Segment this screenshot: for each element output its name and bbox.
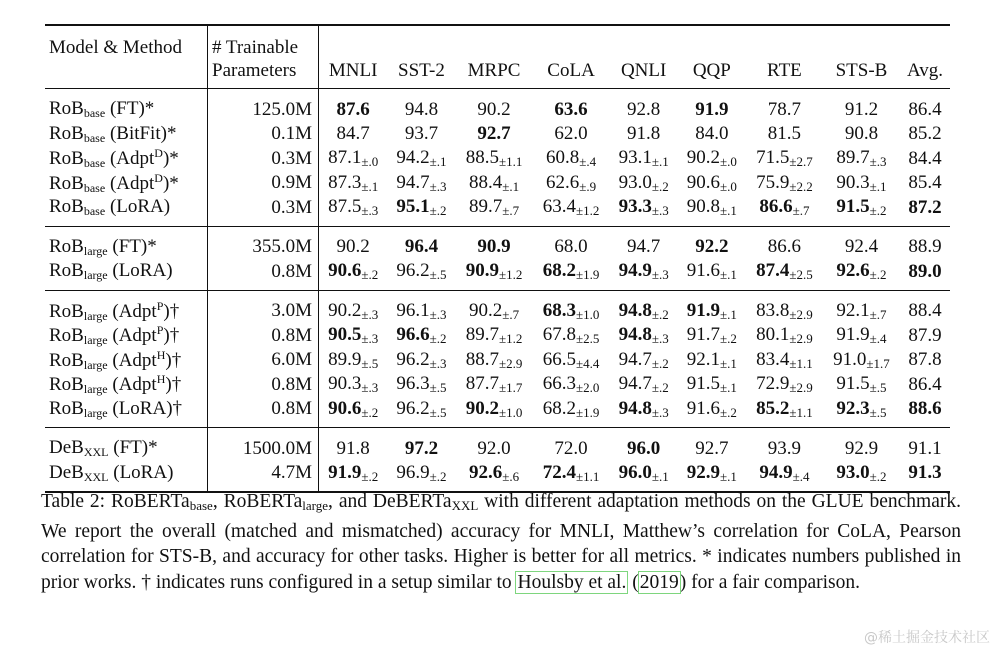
model-method-cell: RoB$_{base}$ (FT)* xyxy=(49,98,155,121)
header-mnli: MNLI xyxy=(319,58,388,89)
header-avg: Avg. xyxy=(900,58,950,89)
score-cell: 91.1 xyxy=(908,437,942,459)
score-cell: 89.0 xyxy=(900,259,950,290)
group-roberta-base xyxy=(45,89,950,227)
score-cell: 93.0±.2 xyxy=(618,171,669,194)
score-cell: 87.4±2.5 xyxy=(746,259,823,290)
score-cell: 87.6 xyxy=(319,89,388,122)
score-cell: 85.2±1.1 xyxy=(746,397,823,428)
table-row xyxy=(45,397,950,428)
table-row xyxy=(45,146,950,171)
score-cell: 94.9±.4 xyxy=(746,461,823,493)
params-cell: 6.0M xyxy=(208,348,319,373)
score-cell: 96.1±.3 xyxy=(396,299,447,322)
score-cell: 92.9 xyxy=(844,437,879,459)
score-cell: 72.4±1.1 xyxy=(533,461,610,493)
score-cell: 85.2 xyxy=(908,123,942,145)
score-cell: 96.9±.2 xyxy=(387,461,455,493)
score-cell: 62.6±.9 xyxy=(545,171,597,194)
score-cell: 90.3±.1 xyxy=(836,171,887,194)
score-cell: 91.5±.5 xyxy=(836,373,887,396)
score-cell: 94.8 xyxy=(404,98,439,120)
score-cell: 89.7±1.2 xyxy=(465,324,523,347)
score-cell: 90.2 xyxy=(319,226,388,259)
params-cell: 0.9M xyxy=(208,171,319,196)
score-cell: 95.1±.2 xyxy=(387,195,455,226)
score-cell: 92.2 xyxy=(695,236,729,258)
score-cell: 84.7 xyxy=(319,122,388,147)
model-method-cell: RoB$_{base}$ (Adpt$^D$)* xyxy=(49,146,179,171)
table-row xyxy=(45,226,950,259)
score-cell: 94.8±.3 xyxy=(610,397,678,428)
score-cell: 96.3±.5 xyxy=(396,373,447,396)
score-cell: 91.5±.2 xyxy=(823,195,900,226)
score-cell: 94.7±.3 xyxy=(396,171,447,194)
score-cell: 87.3±.1 xyxy=(319,171,388,196)
score-cell: 94.8±.2 xyxy=(618,299,669,322)
score-cell: 88.9 xyxy=(908,236,942,258)
score-cell: 66.5±4.4 xyxy=(542,348,600,371)
score-cell: 68.2±1.9 xyxy=(533,259,610,290)
score-cell: 90.2±1.0 xyxy=(456,397,533,428)
header-sst2: SST-2 xyxy=(387,58,455,89)
table-row xyxy=(45,259,950,290)
group-deberta-xxl xyxy=(45,428,950,493)
model-method-cell: RoB$_{large}$ (Adpt$^P$)† xyxy=(49,298,180,323)
score-cell: 87.5±.3 xyxy=(319,195,388,226)
citation-link-year[interactable]: 2019 xyxy=(639,571,679,593)
score-cell: 91.9±.1 xyxy=(686,299,737,322)
table-row xyxy=(45,171,950,196)
score-cell: 92.4 xyxy=(844,236,879,258)
score-cell: 68.0 xyxy=(554,236,588,258)
score-cell: 91.9±.4 xyxy=(836,324,887,347)
params-cell: 0.3M xyxy=(208,195,319,226)
score-cell: 89.9±.5 xyxy=(319,348,388,373)
params-cell: 355.0M xyxy=(208,226,319,259)
table-row xyxy=(45,122,950,147)
model-method-cell: RoB$_{base}$ (LoRA) xyxy=(45,195,208,226)
score-cell: 85.4 xyxy=(908,172,942,194)
score-cell: 87.8 xyxy=(908,349,942,371)
table-caption: Table 2: RoBERTa$_{base}$, RoBERTa$_{large}$, and DeBERTa$_{XXL}$ with different adaptation methods on the GLUE benchmark. We report the overall (matched and mismatched) accuracy for MNLI, Matthew’s correlation for CoLA, Pearson correlation for STS-B, and accuracy for other tasks. Higher is better for all metrics. * indicates numbers published in prior works. † indicates runs configured in a setup similar to Houlsby et al. (2019) for a fair comparison. xyxy=(41,491,961,593)
score-cell: 86.6±.7 xyxy=(746,195,823,226)
score-cell: 91.6±.1 xyxy=(678,259,746,290)
params-cell: 0.8M xyxy=(208,372,319,397)
score-cell: 97.2 xyxy=(404,437,439,459)
score-cell: 92.3±.5 xyxy=(823,397,900,428)
score-cell: 84.4 xyxy=(908,147,942,169)
score-cell: 87.1±.0 xyxy=(319,146,388,171)
table-row xyxy=(45,428,950,461)
score-cell: 91.2 xyxy=(844,98,879,120)
params-cell: 3.0M xyxy=(208,290,319,323)
score-cell: 91.8 xyxy=(319,428,388,461)
score-cell: 92.1±.7 xyxy=(836,299,887,322)
header-params-line2: Parameters xyxy=(208,58,319,89)
score-cell: 92.7 xyxy=(695,437,729,459)
header-stsb: STS-B xyxy=(823,58,900,89)
score-cell: 90.6±.2 xyxy=(319,259,388,290)
header-model-method: Model & Method xyxy=(45,25,208,58)
score-cell: 92.9±.1 xyxy=(678,461,746,493)
header-cola: CoLA xyxy=(533,58,610,89)
header-mrpc: MRPC xyxy=(456,58,533,89)
score-cell: 88.6 xyxy=(900,397,950,428)
score-cell: 94.7±.2 xyxy=(618,348,669,371)
score-cell: 81.5 xyxy=(767,123,802,145)
score-cell: 90.8±.1 xyxy=(678,195,746,226)
score-cell: 88.4 xyxy=(908,300,942,322)
table-row xyxy=(45,195,950,226)
model-method-cell: RoB$_{large}$ (Adpt$^H$)† xyxy=(49,372,182,397)
score-cell: 87.7±1.7 xyxy=(465,373,523,396)
score-cell: 83.8±2.9 xyxy=(756,299,813,322)
params-cell: 0.8M xyxy=(208,259,319,290)
score-cell: 92.7 xyxy=(477,123,511,145)
score-cell: 93.1±.1 xyxy=(618,147,669,170)
score-cell: 92.0 xyxy=(477,437,511,459)
score-cell: 93.7 xyxy=(404,123,439,145)
score-cell: 86.4 xyxy=(908,98,942,120)
model-method-cell: RoB$_{base}$ (Adpt$^D$)* xyxy=(49,170,179,195)
score-cell: 84.0 xyxy=(695,123,729,145)
score-cell: 89.7±.7 xyxy=(456,195,533,226)
score-cell: 94.2±.1 xyxy=(396,147,447,170)
score-cell: 96.0±.1 xyxy=(610,461,678,493)
score-cell: 91.7±.2 xyxy=(686,324,737,347)
group-roberta-large-adapters xyxy=(45,290,950,428)
score-cell: 94.7±.2 xyxy=(618,373,669,396)
score-cell: 87.9 xyxy=(908,324,942,346)
score-cell: 66.3±2.0 xyxy=(542,373,600,396)
header-rte: RTE xyxy=(746,58,823,89)
score-cell: 91.0±1.7 xyxy=(833,348,890,371)
score-cell: 96.2±.5 xyxy=(387,259,455,290)
results-table xyxy=(45,24,950,493)
model-method-cell: DeB$_{XXL}$ (LoRA) xyxy=(45,461,208,493)
model-method-cell: DeB$_{XXL}$ (FT)* xyxy=(49,437,158,460)
score-cell: 96.4 xyxy=(404,236,439,258)
score-cell: 96.6±.2 xyxy=(396,324,447,347)
score-cell: 86.6 xyxy=(767,236,802,258)
header-qqp: QQP xyxy=(678,58,746,89)
score-cell: 92.6±.2 xyxy=(823,259,900,290)
table-row xyxy=(45,372,950,397)
score-cell: 68.2±1.9 xyxy=(533,397,610,428)
score-cell: 91.3 xyxy=(900,461,950,493)
score-cell: 94.8±.3 xyxy=(618,324,669,347)
score-cell: 92.8 xyxy=(627,98,661,120)
table-row xyxy=(45,348,950,373)
score-cell: 93.3±.3 xyxy=(610,195,678,226)
header-qnli: QNLI xyxy=(610,58,678,89)
params-cell: 4.7M xyxy=(208,461,319,493)
score-cell: 91.9 xyxy=(695,98,729,120)
score-cell: 91.8 xyxy=(627,123,661,145)
score-cell: 67.8±2.5 xyxy=(542,324,600,347)
score-cell: 90.8 xyxy=(844,123,879,145)
score-cell: 72.0 xyxy=(554,437,588,459)
params-cell: 0.8M xyxy=(208,323,319,348)
score-cell: 93.0±.2 xyxy=(823,461,900,493)
score-cell: 90.9 xyxy=(477,236,511,258)
score-cell: 90.6±.2 xyxy=(319,397,388,428)
table-row xyxy=(45,89,950,122)
score-cell: 63.6 xyxy=(554,98,588,120)
score-cell: 86.4 xyxy=(908,373,942,395)
score-cell: 90.5±.3 xyxy=(319,323,388,348)
score-cell: 80.1±2.9 xyxy=(756,324,813,347)
score-cell: 90.3±.3 xyxy=(319,372,388,397)
citation-link-authors[interactable]: Houlsby et al. xyxy=(517,571,627,593)
score-cell: 94.9±.3 xyxy=(610,259,678,290)
model-method-cell: RoB$_{large}$ (FT)* xyxy=(49,235,157,258)
score-cell: 92.1±.1 xyxy=(686,348,737,371)
params-cell: 125.0M xyxy=(208,89,319,122)
score-cell: 92.6±.6 xyxy=(456,461,533,493)
score-cell: 62.0 xyxy=(554,123,588,145)
score-cell: 88.4±.1 xyxy=(468,171,520,194)
score-cell: 96.2±.5 xyxy=(387,397,455,428)
score-cell: 91.5±.1 xyxy=(686,373,737,396)
score-cell: 68.3±1.0 xyxy=(542,299,600,322)
score-cell: 96.0 xyxy=(627,437,661,459)
header-params-line1: # Trainable xyxy=(208,25,319,58)
model-method-cell: RoB$_{large}$ (LoRA) xyxy=(45,259,208,290)
params-cell: 1500.0M xyxy=(208,428,319,461)
score-cell: 90.2±.0 xyxy=(686,147,737,170)
model-method-cell: RoB$_{large}$ (Adpt$^P$)† xyxy=(49,323,180,348)
watermark: @稀土掘金技术社区 xyxy=(864,630,990,646)
score-cell: 88.7±2.9 xyxy=(465,348,523,371)
score-cell: 78.7 xyxy=(767,98,802,120)
score-cell: 72.9±2.9 xyxy=(756,373,813,396)
score-cell: 63.4±1.2 xyxy=(533,195,610,226)
table-row xyxy=(45,461,950,493)
score-cell: 71.5±2.7 xyxy=(756,147,813,170)
score-cell: 94.7 xyxy=(627,236,661,258)
model-method-cell: RoB$_{large}$ (Adpt$^H$)† xyxy=(49,347,182,372)
score-cell: 90.6±.0 xyxy=(686,171,737,194)
score-cell: 87.2 xyxy=(900,195,950,226)
score-cell: 90.2 xyxy=(477,98,511,120)
params-cell: 0.8M xyxy=(208,397,319,428)
group-roberta-large xyxy=(45,226,950,290)
params-cell: 0.1M xyxy=(208,122,319,147)
score-cell: 75.9±2.2 xyxy=(756,171,813,194)
score-cell: 60.8±.4 xyxy=(545,147,597,170)
score-cell: 90.2±.7 xyxy=(468,299,520,322)
model-method-cell: RoB$_{large}$ (LoRA)† xyxy=(45,397,208,428)
score-cell: 83.4±1.1 xyxy=(756,348,813,371)
score-cell: 91.9±.2 xyxy=(319,461,388,493)
score-cell: 91.6±.2 xyxy=(678,397,746,428)
score-cell: 90.2±.3 xyxy=(319,290,388,323)
score-cell: 88.5±1.1 xyxy=(465,147,523,170)
score-cell: 90.9±1.2 xyxy=(456,259,533,290)
score-cell: 96.2±.3 xyxy=(396,348,447,371)
model-method-cell: RoB$_{base}$ (BitFit)* xyxy=(49,122,177,145)
score-cell: 93.9 xyxy=(767,437,802,459)
table-row xyxy=(45,323,950,348)
params-cell: 0.3M xyxy=(208,146,319,171)
score-cell: 89.7±.3 xyxy=(836,147,887,170)
table-row xyxy=(45,290,950,323)
